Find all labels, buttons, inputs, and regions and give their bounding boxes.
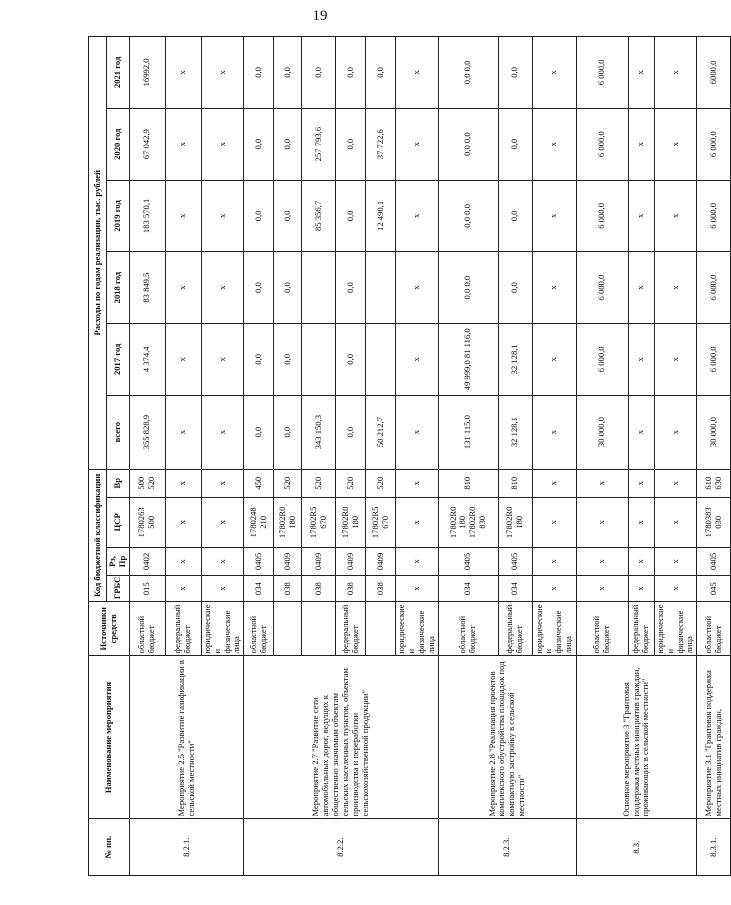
header-code-group: Код бюджетной классификации: [89, 469, 107, 602]
y2018-cell: х: [201, 252, 244, 324]
grbs-cell: 034: [438, 576, 498, 602]
y2018-cell: 0,0: [498, 252, 532, 324]
y2018-cell: х: [654, 252, 697, 324]
grbs-cell: х: [576, 576, 628, 602]
grbs-cell: 034: [244, 576, 274, 602]
grbs-cell: х: [396, 576, 439, 602]
y2017-cell: 6 000,0: [576, 323, 628, 395]
y2021-cell: 0,0: [244, 37, 274, 109]
total-cell: 0,0: [274, 395, 302, 469]
y2018-cell: 0,0 0,0: [438, 252, 498, 324]
y2018-cell: 0,0: [336, 252, 366, 324]
grbs-cell: х: [165, 576, 201, 602]
csr-cell: 17802R0 180 17802R0 830: [438, 497, 498, 547]
total-cell: х: [165, 395, 201, 469]
rzpr-cell: 0409: [336, 547, 366, 575]
vr-cell: 500 520: [129, 469, 165, 497]
total-cell: 30 000,0: [697, 395, 731, 469]
y2017-cell: 0,0: [274, 323, 302, 395]
y2017-cell: 32 128,1: [498, 323, 532, 395]
table-row: [438, 37, 498, 876]
rzpr-cell: х: [396, 547, 439, 575]
y2021-cell: 0,0: [498, 37, 532, 109]
row-number: 8.3.: [576, 819, 697, 876]
total-cell: х: [628, 395, 654, 469]
csr-cell: х: [576, 497, 628, 547]
total-cell: 343 150,3: [302, 395, 336, 469]
y2018-cell: [302, 252, 336, 324]
y2018-cell: х: [532, 252, 576, 324]
source-cell: [302, 602, 336, 656]
vr-cell: х: [532, 469, 576, 497]
y2019-cell: 85 356,7: [302, 180, 336, 252]
csr-cell: 1780248 210: [244, 497, 274, 547]
budget-table-body: [129, 37, 731, 876]
rzpr-cell: х: [165, 547, 201, 575]
y2019-cell: 0,0: [498, 180, 532, 252]
source-cell: юридические и физические лица: [396, 602, 439, 656]
y2018-cell: 0,0: [244, 252, 274, 324]
csr-cell: х: [201, 497, 244, 547]
y2020-cell: 0,0: [498, 108, 532, 180]
y2019-cell: 0,0: [244, 180, 274, 252]
y2019-cell: 0,0 0,0: [438, 180, 498, 252]
page-number: 19: [312, 8, 328, 24]
total-cell: 355 828,9: [129, 395, 165, 469]
row-number: 8.2.2.: [244, 819, 439, 876]
csr-cell: 17802R5 670: [302, 497, 336, 547]
y2018-cell: 6 000,0: [697, 252, 731, 324]
y2021-cell: 0,0: [336, 37, 366, 109]
csr-cell: х: [532, 497, 576, 547]
table-row: [129, 37, 165, 876]
y2017-cell: х: [628, 323, 654, 395]
y2019-cell: 0,0: [336, 180, 366, 252]
total-cell: 50 212,7: [366, 395, 396, 469]
y2021-cell: 6 000,0: [576, 37, 628, 109]
grbs-cell: 015: [129, 576, 165, 602]
y2019-cell: 183 570,1: [129, 180, 165, 252]
table-row: [244, 37, 274, 876]
grbs-cell: 038: [274, 576, 302, 602]
grbs-cell: 038: [336, 576, 366, 602]
y2019-cell: х: [201, 180, 244, 252]
y2019-cell: х: [628, 180, 654, 252]
grbs-cell: 038: [366, 576, 396, 602]
y2017-cell: х: [396, 323, 439, 395]
vr-cell: 610 630: [697, 469, 731, 497]
y2020-cell: 0,0: [274, 108, 302, 180]
total-cell: х: [201, 395, 244, 469]
csr-cell: х: [654, 497, 697, 547]
rzpr-cell: 0405: [498, 547, 532, 575]
source-cell: областной бюджет: [129, 602, 165, 656]
y2021-cell: 0,0 0,0: [438, 37, 498, 109]
header-source: Источники средств: [89, 602, 130, 656]
y2021-cell: х: [165, 37, 201, 109]
header-2021: 2021 год: [107, 37, 130, 109]
table-row: [576, 37, 628, 876]
vr-cell: 520: [274, 469, 302, 497]
y2020-cell: 37 722,6: [366, 108, 396, 180]
header-csr: ЦСР: [107, 497, 130, 547]
grbs-cell: х: [201, 576, 244, 602]
total-cell: х: [654, 395, 697, 469]
total-cell: х: [396, 395, 439, 469]
vr-cell: х: [201, 469, 244, 497]
y2018-cell: 83 849,5: [129, 252, 165, 324]
y2021-cell: х: [628, 37, 654, 109]
source-cell: федеральный бюджет: [498, 602, 532, 656]
total-cell: 131 115,0: [438, 395, 498, 469]
y2020-cell: х: [165, 108, 201, 180]
y2017-cell: 4 374,4: [129, 323, 165, 395]
y2020-cell: 0,0: [336, 108, 366, 180]
y2017-cell: [366, 323, 396, 395]
row-number: 8.3.1.: [697, 819, 731, 876]
rzpr-cell: 0405: [697, 547, 731, 575]
y2020-cell: х: [396, 108, 439, 180]
source-cell: областной бюджет: [438, 602, 498, 656]
vr-cell: х: [396, 469, 439, 497]
grbs-cell: 034: [498, 576, 532, 602]
y2018-cell: х: [165, 252, 201, 324]
csr-cell: 1780263 500: [129, 497, 165, 547]
header-name: Наименование мероприятия: [89, 656, 130, 819]
measure-name: Мероприятие 2.8 "Реализация проектов комплексного обустройства площадок под компактную застройку в сельской местности": [438, 656, 576, 819]
rzpr-cell: 0409: [302, 547, 336, 575]
vr-cell: 810: [438, 469, 498, 497]
y2021-cell: х: [201, 37, 244, 109]
source-cell: [274, 602, 302, 656]
y2021-cell: 16992,0: [129, 37, 165, 109]
y2020-cell: х: [628, 108, 654, 180]
rzpr-cell: х: [654, 547, 697, 575]
rotated-table-container: [88, 36, 723, 876]
measure-name: Мероприятие 3.1 "Грантовая поддержка местных инициатив граждан,: [697, 656, 731, 819]
row-number: 8.2.1.: [129, 819, 244, 876]
y2019-cell: х: [532, 180, 576, 252]
measure-name: Мероприятие 2.5 "Развитие газификации в сельской местности": [129, 656, 244, 819]
y2021-cell: х: [654, 37, 697, 109]
vr-cell: 520: [366, 469, 396, 497]
header-num: № пп.: [89, 819, 130, 876]
rzpr-cell: 0409: [274, 547, 302, 575]
source-cell: областной бюджет: [244, 602, 274, 656]
rzpr-cell: х: [628, 547, 654, 575]
rzpr-cell: х: [532, 547, 576, 575]
grbs-cell: 038: [302, 576, 336, 602]
source-cell: федеральный бюджет: [628, 602, 654, 656]
y2021-cell: 0,0: [274, 37, 302, 109]
vr-cell: 450: [244, 469, 274, 497]
csr-cell: х: [165, 497, 201, 547]
vr-cell: х: [628, 469, 654, 497]
grbs-cell: х: [628, 576, 654, 602]
document-page: [88, 36, 723, 876]
table-row: [697, 37, 731, 876]
rzpr-cell: 0409: [366, 547, 396, 575]
rzpr-cell: 0402: [129, 547, 165, 575]
budget-table: [88, 36, 731, 876]
total-cell: 0,0: [244, 395, 274, 469]
csr-cell: 1780383 030: [697, 497, 731, 547]
source-cell: федеральный бюджет: [165, 602, 201, 656]
total-cell: 30 000,0: [576, 395, 628, 469]
y2021-cell: х: [396, 37, 439, 109]
y2017-cell: х: [165, 323, 201, 395]
source-cell: юридические и физические лица: [201, 602, 244, 656]
grbs-cell: 045: [697, 576, 731, 602]
header-2017: 2017 год: [107, 323, 130, 395]
vr-cell: 810: [498, 469, 532, 497]
y2018-cell: х: [628, 252, 654, 324]
total-cell: х: [532, 395, 576, 469]
y2017-cell: [302, 323, 336, 395]
header-rzpr: Рз, Пр: [107, 547, 130, 575]
y2017-cell: 0,0: [336, 323, 366, 395]
y2020-cell: х: [201, 108, 244, 180]
source-cell: областной бюджет: [697, 602, 731, 656]
source-cell: юридические и физические лица: [654, 602, 697, 656]
y2020-cell: 67 042,9: [129, 108, 165, 180]
vr-cell: х: [165, 469, 201, 497]
csr-cell: 17802R0 180: [274, 497, 302, 547]
header-2018: 2018 год: [107, 252, 130, 324]
header-2019: 2019 год: [107, 180, 130, 252]
csr-cell: х: [396, 497, 439, 547]
y2018-cell: 6 000,0: [576, 252, 628, 324]
y2019-cell: 12 490,1: [366, 180, 396, 252]
y2019-cell: х: [396, 180, 439, 252]
y2017-cell: 6 000,0: [697, 323, 731, 395]
grbs-cell: х: [654, 576, 697, 602]
y2018-cell: 0,0: [274, 252, 302, 324]
y2021-cell: 6000,0: [697, 37, 731, 109]
y2017-cell: х: [654, 323, 697, 395]
vr-cell: х: [654, 469, 697, 497]
y2019-cell: 0,0: [274, 180, 302, 252]
vr-cell: х: [576, 469, 628, 497]
header-vr: Вр: [107, 469, 130, 497]
header-grbs: ГРБС: [107, 576, 130, 602]
measure-name: Основное мероприятие 3 "Грантовая поддержка местных инициатив граждан, проживающих в сельской местности": [576, 656, 697, 819]
y2021-cell: х: [532, 37, 576, 109]
measure-name: Мероприятие 2.7 "Развитие сети автомобильных дорог, ведущих к общественно значимым объектам сельских населенных пунктов, объектам производства и переработки сельскохозяйственной продукции": [244, 656, 439, 819]
grbs-cell: х: [532, 576, 576, 602]
header-2020: 2020 год: [107, 108, 130, 180]
total-cell: 0,0: [336, 395, 366, 469]
y2017-cell: 0,0: [244, 323, 274, 395]
y2017-cell: х: [201, 323, 244, 395]
rzpr-cell: х: [576, 547, 628, 575]
y2017-cell: 49 999,0 81 116,0: [438, 323, 498, 395]
rzpr-cell: 0405: [438, 547, 498, 575]
y2018-cell: [366, 252, 396, 324]
y2020-cell: 0,0: [244, 108, 274, 180]
y2020-cell: 0,0 0,0: [438, 108, 498, 180]
y2019-cell: 6 000,0: [576, 180, 628, 252]
csr-cell: 17802R5 670: [366, 497, 396, 547]
csr-cell: х: [628, 497, 654, 547]
y2020-cell: 6 000,0: [576, 108, 628, 180]
y2019-cell: х: [165, 180, 201, 252]
csr-cell: 17802R0 180: [336, 497, 366, 547]
y2020-cell: 257 793,6: [302, 108, 336, 180]
y2021-cell: 0,0: [366, 37, 396, 109]
row-number: 8.2.3.: [438, 819, 576, 876]
total-cell: 32 128,1: [498, 395, 532, 469]
y2020-cell: 6 000,0: [697, 108, 731, 180]
y2020-cell: х: [532, 108, 576, 180]
source-cell: областной бюджет: [576, 602, 628, 656]
y2019-cell: 6 000,0: [697, 180, 731, 252]
y2017-cell: х: [532, 323, 576, 395]
source-cell: [366, 602, 396, 656]
header-total: всего: [107, 395, 130, 469]
vr-cell: 520: [302, 469, 336, 497]
source-cell: юридические и физические лица: [532, 602, 576, 656]
y2018-cell: х: [396, 252, 439, 324]
source-cell: федеральный бюджет: [336, 602, 366, 656]
header-expenses-group: Расходы по годам реализации, тыс. рублей: [89, 37, 107, 470]
y2020-cell: х: [654, 108, 697, 180]
csr-cell: 17802R0 180: [498, 497, 532, 547]
y2019-cell: х: [654, 180, 697, 252]
vr-cell: 520: [336, 469, 366, 497]
rzpr-cell: х: [201, 547, 244, 575]
rzpr-cell: 0405: [244, 547, 274, 575]
y2021-cell: 0,0: [302, 37, 336, 109]
